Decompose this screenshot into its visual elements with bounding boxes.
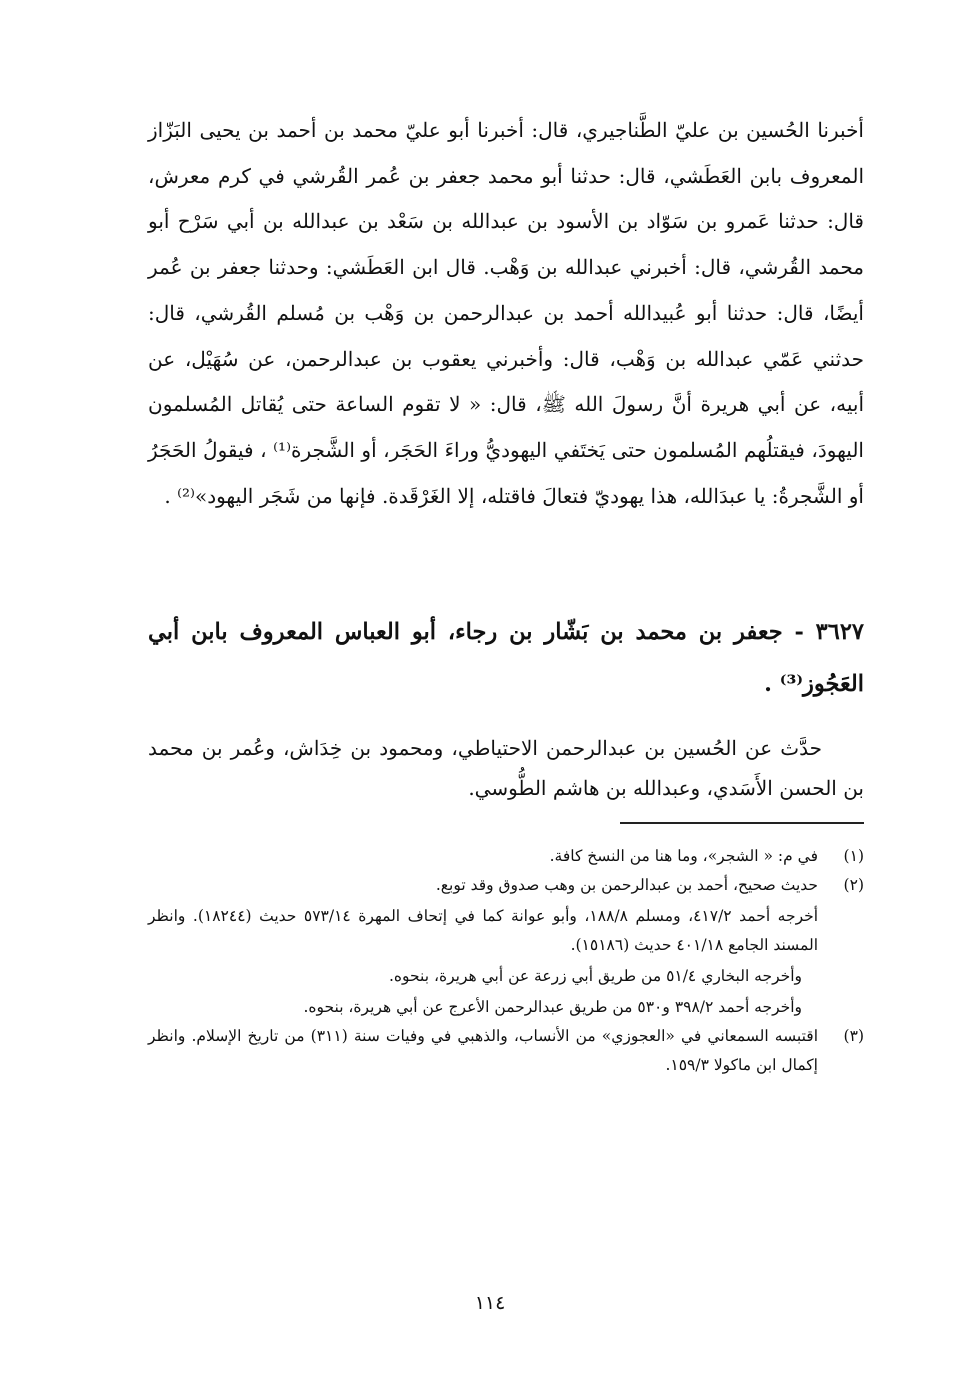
footnote-2 xyxy=(148,871,864,900)
entry-heading: ٣٦٢٧ - جعفر بن محمد بن بَشّار بن رجاء، أبو العباس المعروف بابن أبي العَجُوز⁽³⁾ . xyxy=(148,619,864,697)
footnote-1 xyxy=(148,842,864,871)
hadith-paragraph: أخبرنا الحُسين بن عليّ الطَّناجيري، قال: أخبرنا أبو عليّ محمد بن أحمد بن يحيى البَزّاز المعروف بابن العَطَشي، قال: حدثنا أبو محمد جعفر بن عُمر القُرشي في كرم معرش، قال: حدثنا عَمرو بن سَوّاد بن الأسود بن عبدالله بن سَعْد بن عبدالله بن أبي سَرْح أبو محمد القُرشي، قال: أخبرني عبدالله بن وَهْب. قال ابن العَطَشي: وحدثنا جعفر بن عُمر أيضًا، قال: حدثنا أبو عُبيدالله أحمد بن عبدالرحمن بن وَهْب بن مُسلم القُرشي، قال: حدثني عَمّي عبدالله بن وَهْب، قال: وأخبرني يعقوب بن عبدالرحمن، عن سُهَيْل، عن أبيه، عن أبي هريرة أنَّ رسولَ الله ﷺ، قال: « لا تقوم الساعة حتى يُقاتل المُسلمون اليهودَ، فيقتلُهم المُسلمون حتى يَختَفي اليهوديُّ وراءَ الحَجَر، أو الشَّجرة⁽¹⁾ ، فيقولُ الحَجَرُ أو الشَّجرةُ: يا عبدَالله، هذا يهوديّ فتعالَ فاقتله، إلا الغَرْقَدة. فإنها من شَجَر اليهود»⁽²⁾ . xyxy=(148,118,865,508)
footnote-text: اقتبسه السمعاني في «العجوزي» من الأنساب، والذهبي في وفيات سنة (٣١١) من تاريخ الإسلام. وانظر إكمال ابن ماكولا ١٥٩/٣. xyxy=(148,1027,818,1074)
footnote-2-detail: وأخرجه أحمد ٣٩٨/٢ و٥٣٠ من طريق عبدالرحمن الأعرج عن أبي هريرة، بنحوه. xyxy=(303,998,802,1016)
footnote-2-detail: وأخرجه البخاري ٥١/٤ من طريق أبي زرعة عن أبي هريرة، بنحوه. xyxy=(388,967,802,985)
narration-paragraph xyxy=(148,728,864,808)
footnote-2-detail: أخرجه أحمد ٤١٧/٢، ومسلم ١٨٨/٨، وأبو عوانة كما في إتحاف المهرة ٥٧٣/١٤ حديث (١٨٢٤٤). وانظر المسند الجامع ٤٠١/١٨ حديث (١٥١٨٦). xyxy=(148,907,819,954)
footnote-text: حديث صحيح، أحمد بن عبدالرحمن بن وهب صدوق وقد توبع. xyxy=(435,876,818,894)
footnote-separator xyxy=(620,822,864,824)
footnote-number: (٢) xyxy=(843,876,864,894)
footnotes-section xyxy=(148,842,864,1080)
narration-text: حدَّث عن الحُسين بن عبدالرحمن الاحتياطي، ومحمود بن خِدَاش، وعُمر بن محمد بن الحسن الأَسَدي، وعبدالله بن هاشم الطُّوسي. xyxy=(148,736,864,800)
footnote-number: (٣) xyxy=(843,1027,864,1045)
footnote-text: في م: « الشجر»، وما هنا من النسخ كافة. xyxy=(549,847,818,865)
footnote-3 xyxy=(148,1022,864,1080)
main-text-block xyxy=(148,108,864,519)
footnote-number: (١) xyxy=(843,847,864,865)
page-number: ١١٤ xyxy=(474,1292,506,1314)
